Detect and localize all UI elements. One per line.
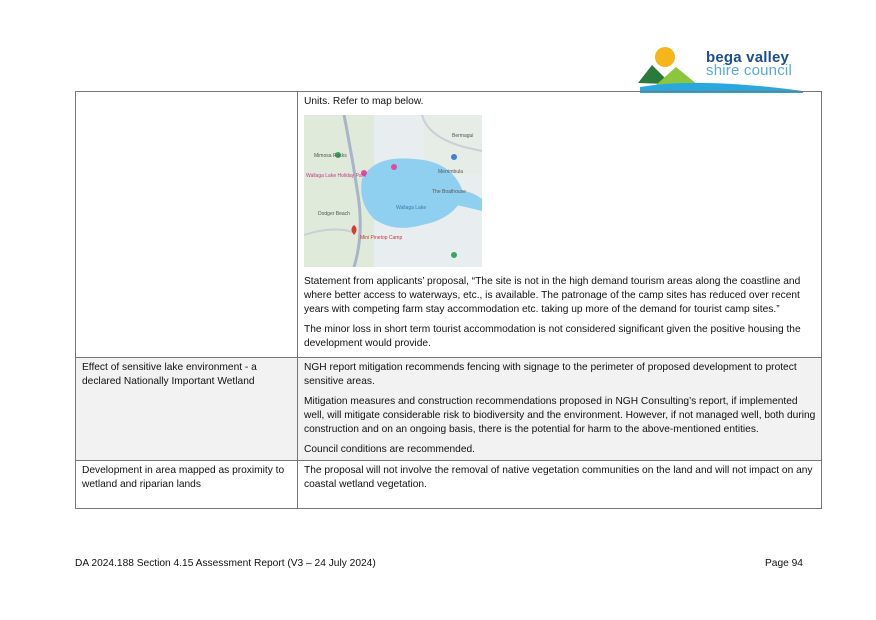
lead-text: Units. Refer to map below. <box>304 96 424 107</box>
applicant-statement: Statement from applicants’ proposal, “The site is not in the high demand tourism areas along the coastline and where better access to waterways, etc., is available. The patronage of the camp sites has reduced over recent years with competing farm stay accommodation etc. taking up more of the demand for tourist camp sites.” <box>304 276 801 315</box>
assessment-paragraph: The proposal will not involve the removal of native vegetation communities on the land and will not impact on any coastal wetland vegetation. <box>304 465 813 490</box>
logo-text <box>706 51 792 77</box>
logo-line1: bega valley <box>706 49 790 66</box>
map-label: The Boathouse <box>432 189 466 195</box>
criterion-cell: Development in area mapped as proximity to wetland and riparian lands <box>76 461 298 509</box>
footer-document-title: DA 2024.188 Section 4.15 Assessment Report (V3 – 24 July 2024) <box>75 558 376 569</box>
table-row <box>76 92 822 358</box>
map-poi-icon <box>391 164 397 170</box>
conclusion-text: The minor loss in short term tourist accommodation is not considered significant given the positive housing the development would provide. <box>304 324 801 349</box>
map-label: Merrimbula <box>438 169 464 175</box>
map-label: Dodger Beach <box>318 211 350 217</box>
criterion-cell <box>76 92 298 358</box>
map-poi-icon <box>451 252 457 258</box>
logo-sun <box>655 47 675 67</box>
map-poi-icon <box>451 154 457 160</box>
map-label: Wallaga Lake Holiday Park <box>306 173 366 179</box>
map-label: Mimosa Rocks <box>314 153 347 159</box>
criterion-cell: Effect of sensitive lake environment - a declared Nationally Important Wetland <box>76 358 298 461</box>
assessment-cell <box>298 358 822 461</box>
table-row <box>76 358 822 461</box>
location-map <box>304 115 482 267</box>
map-label: Wallaga Lake <box>396 205 427 211</box>
table-row <box>76 461 822 509</box>
logo-line2: shire council <box>706 62 792 79</box>
assessment-paragraph: NGH report mitigation recommends fencing with signage to the perimeter of proposed development to protect sensitive areas. <box>304 362 797 387</box>
assessment-table <box>75 91 822 509</box>
assessment-cell <box>298 92 822 358</box>
map-label: Mini Pinetop Camp <box>360 235 403 241</box>
assessment-paragraph: Mitigation measures and construction recommendations proposed in NGH Consulting’s report, if implemented well, will mitigate considerable risk to biodiversity and the environment. However, if not managed well, both during construction and on an ongoing basis, there is the potential for harm to the above-mentioned entities. <box>304 396 816 435</box>
assessment-cell <box>298 461 822 509</box>
map-label: Bermagui <box>452 133 474 139</box>
footer-page-number: Page 94 <box>765 558 803 569</box>
assessment-paragraph: Council conditions are recommended. <box>304 444 476 455</box>
